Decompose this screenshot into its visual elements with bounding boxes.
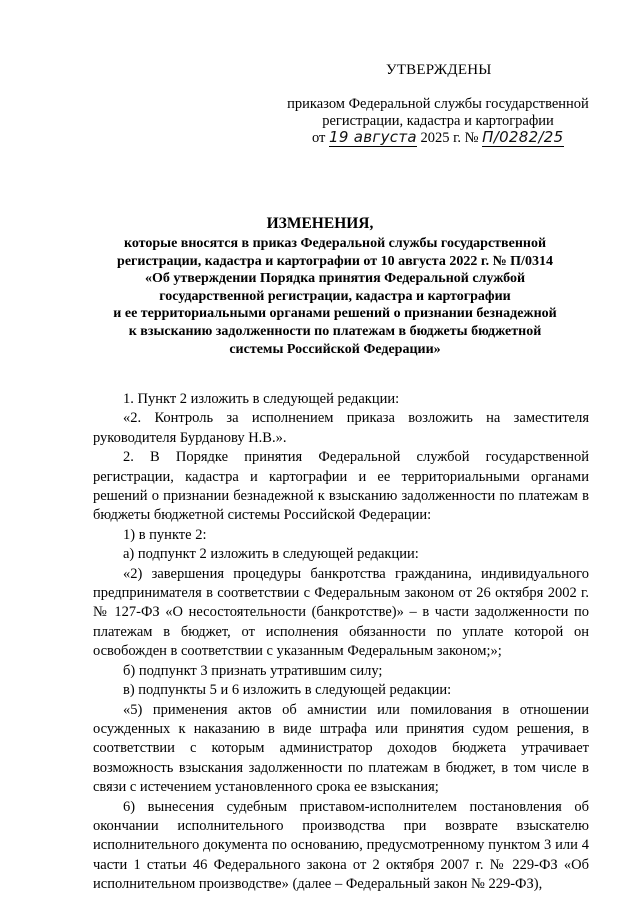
body-paragraph: «2) завершения процедуры банкротства гражданина, индивидуального предпринимателя в соответствии с Федеральным законом от 26 октября 2002 г. № 127-ФЗ «О несостоятельности (банкротстве)» – в части задолженности по платежам в бюджет, от исполнения обязанности по уплате которой он освобожден в соответствии с указанным Федеральным законом;»; [93,565,589,660]
body-paragraph: а) подпункт 2 изложить в следующей редакции: [123,546,419,563]
subtitle-line: регистрации, кадастра и картографии от 10 августа 2022 г. № П/0314 [117,253,553,269]
document-body [93,390,589,895]
body-paragraph: 6) вынесения судебным приставом-исполнителем постановления об окончании исполнительного производства при возврате взыскателю исполнительного документа по основанию, предусмотренному пунктом 3 или 4 части 1 статьи 46 Федерального закона от 2 октября 2007 г. № 229-ФЗ «Об исполнительном производстве» (далее – Федеральный закон № 229-ФЗ), [93,798,589,893]
approved-heading: УТВЕРЖДЕНЫ [386,62,492,78]
subtitle-line: которые вносятся в приказ Федеральной службы государственной [123,236,547,251]
subtitle-line: «Об утверждении Порядка принятия Федеральной службой [144,271,526,287]
body-paragraph: б) подпункт 3 признать утратившим силу; [123,662,383,679]
handwritten-date: 19 августа [329,128,417,146]
subtitle-line: и ее территориальными органами решений о признании безнадежной [113,306,557,322]
body-paragraph: 1) в пункте 2: [123,526,207,543]
order-date-number-line [312,128,564,147]
subtitle-line: к взысканию задолженности по платежам в бюджеты бюджетной [128,323,542,339]
subtitle-line: государственной регистрации, кадастра и картографии [159,288,511,304]
date-year-number-label: 2025 г. № [420,130,479,146]
approval-order-line-2: регистрации, кадастра и картографии [322,113,554,129]
document-title: ИЗМЕНЕНИЯ, [266,215,374,232]
handwritten-order-number: П/0282/25 [482,128,564,146]
approval-order-text [278,96,598,130]
body-paragraph: 2. В Порядке принятия Федеральной службой государственной регистрации, кадастра и картографии и ее территориальными органами решений о признании безнадежной к взысканию задолженности по платежам в бюджеты бюджетной системы Российской Федерации: [93,449,589,524]
approval-order-line-1: приказом Федеральной службы государственной [287,96,589,112]
body-paragraph: «5) применения актов об амнистии или помилования в отношении осужденных к наказанию в виде штрафа или принятия судом решения, в соответствии с которым администратор доходов бюджета утрачивает возможность взыскания задолженности по платежам в бюджет, в том числе в связи с истечением установленного срока ее взыскания; [93,701,589,796]
date-prefix: от [312,130,326,146]
subtitle-line: системы Российской Федерации» [229,341,441,357]
body-paragraph: 1. Пункт 2 изложить в следующей редакции: [123,391,400,407]
body-paragraph: в) подпункты 5 и 6 изложить в следующей редакции: [123,682,452,699]
document-subtitle [95,235,575,358]
body-paragraph: «2. Контроль за исполнением приказа возложить на заместителя руководителя Бурданову Н.В.». [93,410,589,446]
